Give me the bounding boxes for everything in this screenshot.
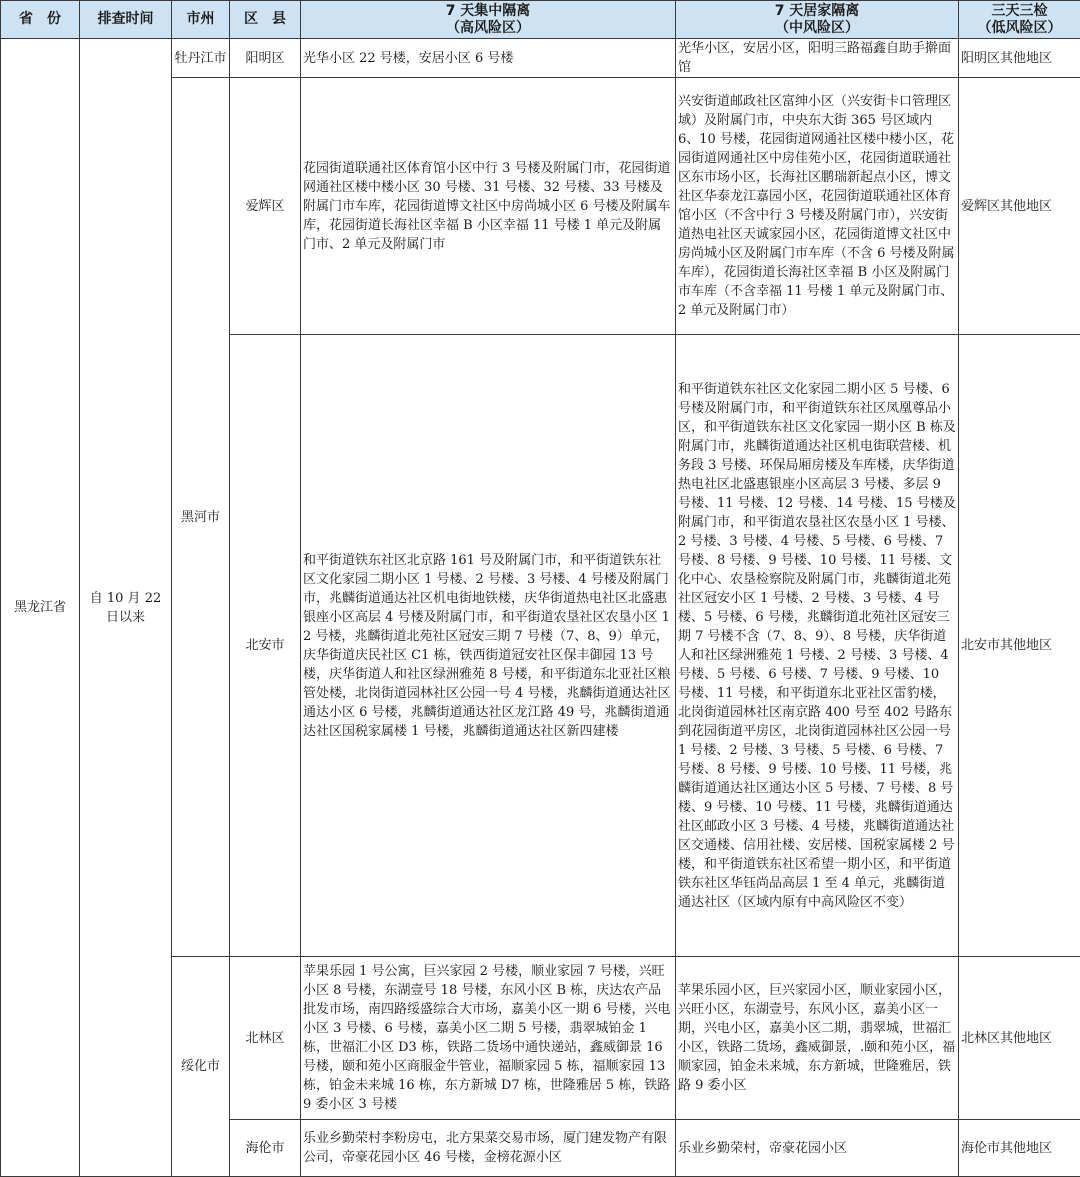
- district-cell: 爱辉区: [230, 78, 301, 335]
- low-risk-cell: 海伦市其他地区: [959, 1120, 1080, 1177]
- district-cell: 海伦市: [230, 1120, 301, 1177]
- header-low-risk: [959, 1, 1080, 39]
- header-district: 区 县: [230, 1, 301, 39]
- high-risk-cell: 乐业乡勤荣村李粉房屯，北方果菜交易市场，厦门建发物产有限公司，帝豪花园小区 46 号楼，金榜花源小区: [301, 1120, 676, 1177]
- period-cell: 自 10 月 22 日以来: [80, 39, 172, 1177]
- table-row: [1, 39, 1080, 78]
- high-risk-cell: 和平街道铁东社区北京路 161 号及附属门市，和平街道铁东社区文化家园二期小区 1 号楼、2 号楼、3 号楼、4 号楼及附属门市，兆麟街道通达社区机电街地铁楼，庆华街道热电社区北盛惠银座小区高层 4 号楼及附属门市，和平街道农垦社区农垦小区 12 号楼，兆麟街道北苑社区冠安三期 7 号楼（7、8、9）单元，庆华街道庆民社区 C1 栋，铁西街道冠安社区保丰御园 13 号楼，庆华街道人和社区绿洲雅苑 8 号楼，和平街道东北亚社区粮管处楼，北岗街道园林社区公园一号 4 号楼，兆麟街道通达社区通达小区 6 号楼，兆麟街道通达社区龙江路 49 号，兆麟街道通达社区国税家属楼 1 号楼，兆麟街道通达社区新四建楼: [301, 335, 676, 957]
- header-city: 市州: [172, 1, 230, 39]
- header-mid-risk: [676, 1, 959, 39]
- low-risk-cell: 阳明区其他地区: [959, 39, 1080, 78]
- header-high-risk-sub: （高风险区）: [302, 20, 674, 37]
- header-mid-risk-sub: （中风险区）: [677, 20, 957, 37]
- low-risk-cell: 爱辉区其他地区: [959, 78, 1080, 335]
- city-cell: 绥化市: [172, 957, 230, 1177]
- high-risk-cell: 苹果乐园 1 号公寓，巨兴家园 2 号楼，顺业家园 7 号楼，兴旺小区 8 号楼，东湖壹号 18 号楼，东风小区 B 栋，庆达农产品批发市场，南四路绥盛综合大市场，嘉美小区一期 6 号楼，兴电小区 3 号楼、6 号楼，嘉美小区二期 5 号楼，翡翠城铂金 1 栋，世福汇小区 D3 栋，铁路二货场中通快递站，鑫威御景 16 号楼，颐和苑小区商服金牛管业，福顺家园 5 栋，福顺家园 13 栋，铂金未来城 16 栋，东方新城 D7 栋，世隆雅居 5 栋，铁路 9 委小区 3 号楼: [301, 957, 676, 1120]
- city-cell: 牡丹江市: [172, 39, 230, 78]
- header-high-risk-main: 7 天集中隔离: [302, 3, 674, 20]
- district-cell: 北林区: [230, 957, 301, 1120]
- mid-risk-cell: 兴安街道邮政社区富绅小区（兴安街卡口管理区域）及附属门市，中央东大街 365 号区域内 6、10 号楼，花园街道网通社区楼中楼小区，花园街道网通社区中房佳苑小区，花园街道联通社区东市场小区，长海社区鹏瑞新起点小区，博文社区华泰龙江嘉园小区，花园街道联通社区体育馆小区（不含中行 3 号楼及附属门市），兴安街道热电社区天诚家园小区，花园街道博文社区中房尚城小区及附属门市车库（不含 6 号楼及附属车库），花园街道长海社区幸福 B 小区及附属门市车库（不含幸福 11 号楼 1 单元及附属门市、2 单元及附属门市）: [676, 78, 959, 335]
- header-row: [1, 1, 1080, 39]
- header-high-risk: [301, 1, 676, 39]
- header-mid-risk-main: 7 天居家隔离: [677, 3, 957, 20]
- mid-risk-cell: 光华小区，安居小区，阳明三路福鑫自助手擀面馆: [676, 39, 959, 78]
- province-cell: 黑龙江省: [1, 39, 80, 1177]
- header-low-risk-main: 三天三检: [960, 3, 1079, 20]
- high-risk-cell: 光华小区 22 号楼，安居小区 6 号楼: [301, 39, 676, 78]
- mid-risk-cell: 苹果乐园小区，巨兴家园小区，顺业家园小区，兴旺小区，东湖壹号，东风小区，嘉美小区一期，兴电小区，嘉美小区二期，翡翠城，世福汇小区，铁路二货场，鑫威御景，.颐和苑小区，福顺家园，铂金未来城，东方新城，世隆雅居，铁路 9 委小区: [676, 957, 959, 1120]
- header-province: 省 份: [1, 1, 80, 39]
- high-risk-cell: 花园街道联通社区体育馆小区中行 3 号楼及附属门市，花园街道网通社区楼中楼小区 30 号楼、31 号楼、32 号楼、33 号楼及附属门市车库，花园街道博文社区中房尚城小区 6 号楼及附属车库，花园街道长海社区幸福 B 小区幸福 11 号楼 1 单元及附属门市、2 单元及附属门市: [301, 78, 676, 335]
- district-cell: 北安市: [230, 335, 301, 957]
- header-period: 排查时间: [80, 1, 172, 39]
- district-cell: 阳明区: [230, 39, 301, 78]
- city-cell: 黑河市: [172, 78, 230, 957]
- low-risk-cell: 北林区其他地区: [959, 957, 1080, 1120]
- mid-risk-cell: 乐业乡勤荣村，帝豪花园小区: [676, 1120, 959, 1177]
- low-risk-cell: 北安市其他地区: [959, 335, 1080, 957]
- header-low-risk-sub: （低风险区）: [960, 20, 1079, 37]
- mid-risk-cell: 和平街道铁东社区文化家园二期小区 5 号楼、6 号楼及附属门市，和平街道铁东社区凤凰尊品小区，和平街道铁东社区文化家园一期小区 B 栋及附属门市，兆麟街道通达社区机电街联营楼、机务段 3 号楼、环保局厢房楼及车库楼，庆华街道热电社区北盛惠银座小区高层 3 号楼、多层 9 号楼、11 号楼、12 号楼、14 号楼、15 号楼及附属门市，和平街道农垦社区农垦小区 1 号楼、2 号楼、3 号楼、4 号楼、5 号楼、6 号楼、7 号楼、8 号楼、9 号楼、10 号楼、11 号楼、文化中心、农垦检察院及附属门市，兆麟街道北苑社区冠安小区 1 号楼、2 号楼、3 号楼、4 号楼、5 号楼、6 号楼，兆麟街道北苑社区冠安三期 7 号楼不含（7、8、9）、8 号楼，庆华街道人和社区绿洲雅苑 1 号楼、2 号楼、3 号楼、4 号楼、5 号楼、6 号楼、7 号楼、9 号楼、10 号楼、11 号楼，和平街道东北亚社区雷豹楼，北岗街道园林社区南京路 400 号至 402 号路东到花园街道平房区，北岗街道园林社区公园一号 1 号楼、2 号楼、3 号楼、5 号楼、6 号楼、7 号楼、8 号楼、9 号楼、10 号楼、11 号楼，兆麟街道通达社区通达小区 5 号楼、7 号楼、8 号楼、9 号楼、10 号楼、11 号楼，兆麟街道通达社区邮政小区 3 号楼、4 号楼，兆麟街道通达社区交通楼、信用社楼、安居楼、国税家属楼 2 号楼，和平街道铁东社区希望一期小区，和平街道铁东社区华钰尚品高层 1 至 4 单元，兆麟街道通达社区（区域内原有中高风险区不变）: [676, 335, 959, 957]
